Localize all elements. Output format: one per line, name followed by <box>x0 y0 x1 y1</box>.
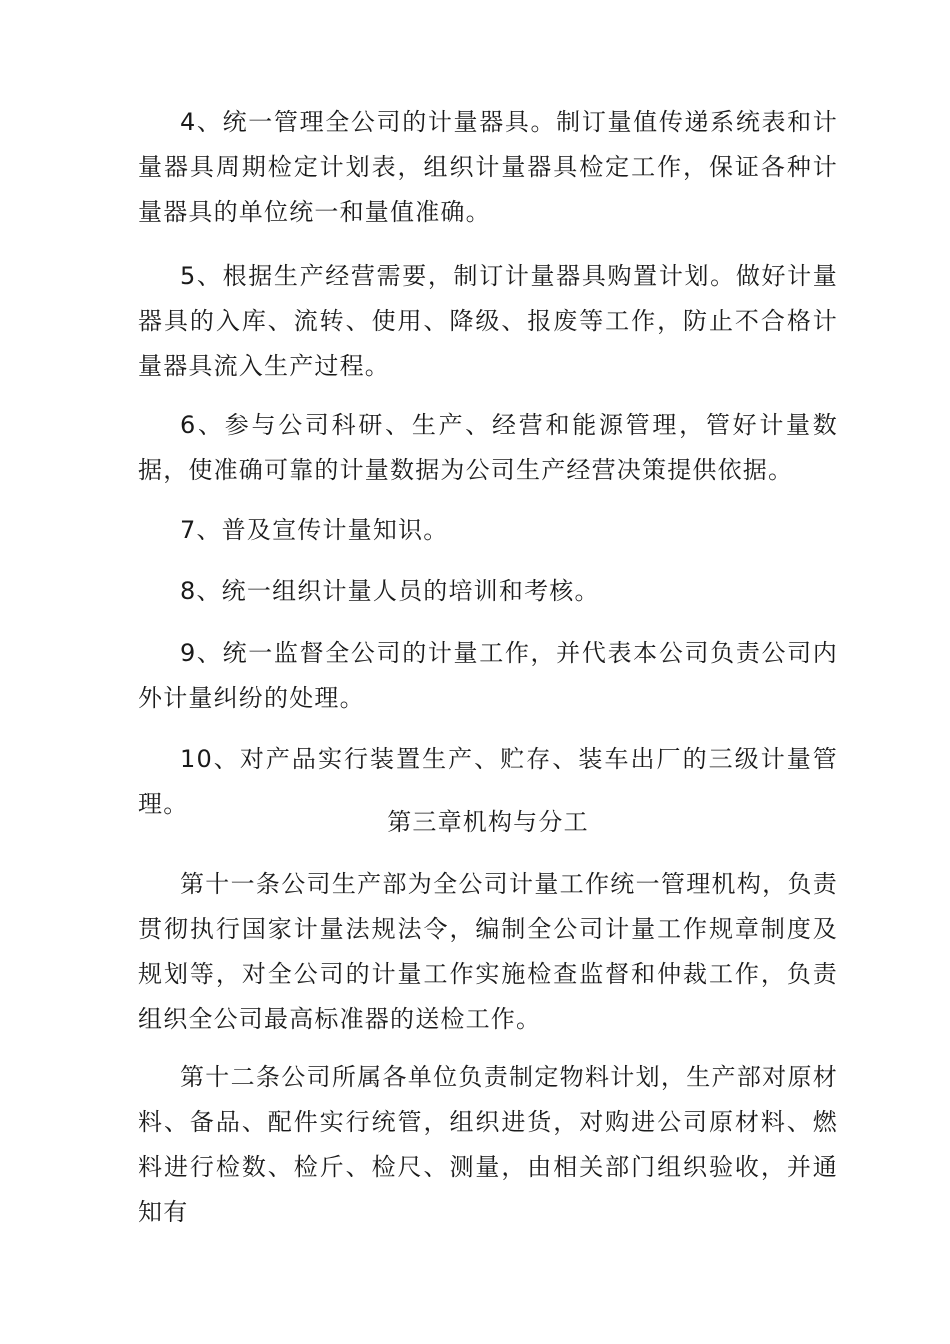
chapter-heading: 第三章机构与分工 <box>387 808 589 836</box>
item-7-paragraph: 7、普及宣传计量知识。 <box>180 516 449 544</box>
item-9-paragraph: 9、统一监督全公司的计量工作，并代表本公司负责公司内外计量纠纷的处理。 <box>138 639 838 712</box>
item-6-paragraph: 6、参与公司科研、生产、经营和能源管理，管好计量数据，使准确可靠的计量数据为公司生产经营决策提供依据。 <box>138 411 838 484</box>
article-11-paragraph: 第十一条公司生产部为全公司计量工作统一管理机构，负责贯彻执行国家计量法规法令，编制全公司计量工作规章制度及规划等，对全公司的计量工作实施检查监督和仲裁工作，负责组织全公司最高标准器的送检工作。 <box>138 870 838 1033</box>
item-10-paragraph: 10、对产品实行装置生产、贮存、装车出厂的三级计量管理。 <box>138 745 838 818</box>
item-4-paragraph: 4、统一管理全公司的计量器具。制订量值传递系统表和计量器具周期检定计划表，组织计量器具检定工作，保证各种计量器具的单位统一和量值准确。 <box>138 108 838 226</box>
item-5-paragraph: 5、根据生产经营需要，制订计量器具购置计划。做好计量器具的入库、流转、使用、降级、报废等工作，防止不合格计量器具流入生产过程。 <box>138 262 838 380</box>
article-12-paragraph: 第十二条公司所属各单位负责制定物料计划，生产部对原材料、备品、配件实行统管，组织进货，对购进公司原材料、燃料进行检数、检斤、检尺、测量，由相关部门组织验收，并通知有 <box>138 1063 838 1226</box>
item-8-paragraph: 8、统一组织计量人员的培训和考核。 <box>180 577 600 605</box>
